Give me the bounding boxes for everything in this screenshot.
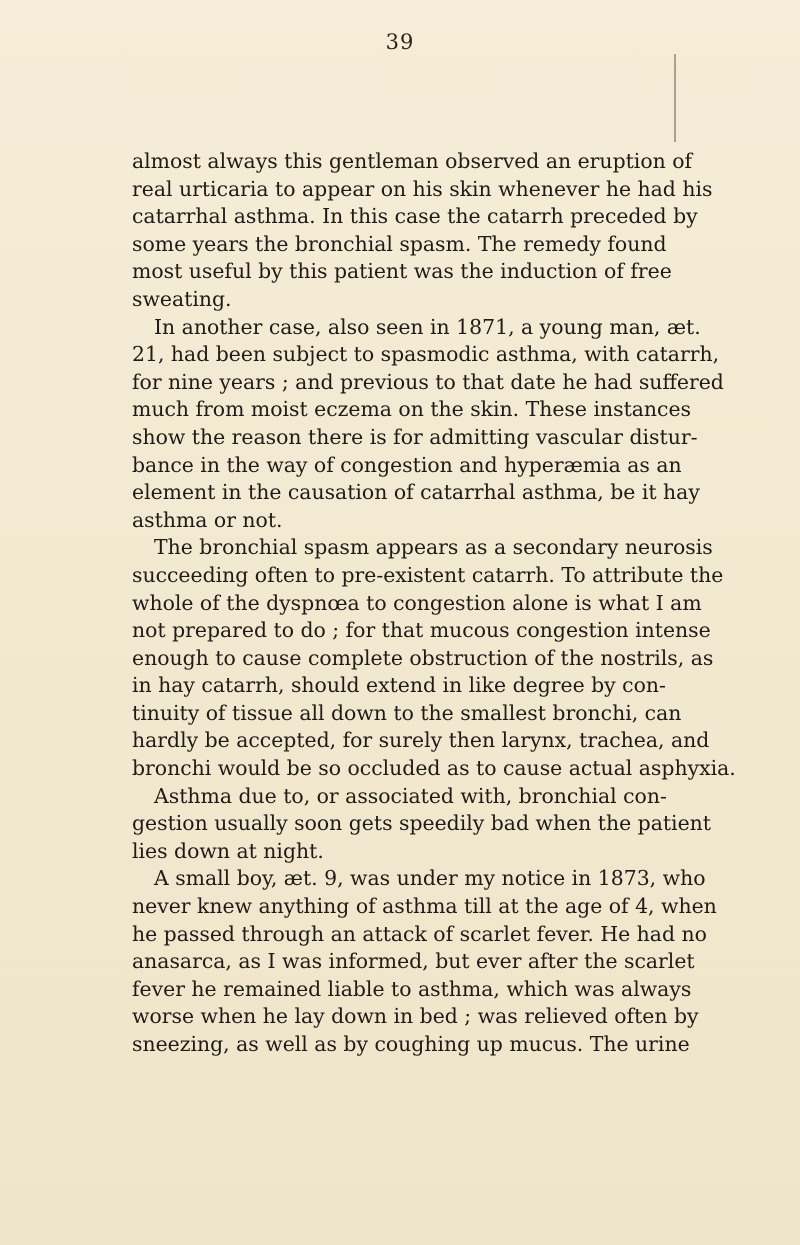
text-line: not prepared to do ; for that mucous congestion intense	[132, 618, 711, 643]
text-line: enough to cause complete obstruction of the nostrils, as	[132, 645, 714, 670]
text-line: gestion usually soon gets speedily bad when the patient	[132, 811, 711, 836]
text-line: tinuity of tissue all down to the smallest bronchi, can	[132, 700, 682, 725]
text-line: asthma or not.	[132, 507, 283, 532]
page-edge-mark	[674, 54, 676, 142]
text-line: succeeding often to pre-existent catarrh. To attribute the	[132, 562, 724, 587]
text-line: sweating.	[132, 286, 232, 311]
text-line: Asthma due to, or associated with, bronchial con-	[154, 783, 667, 808]
text-line: for nine years ; and previous to that date he had suffered	[132, 369, 724, 394]
text-line: much from moist eczema on the skin. These instances	[132, 397, 692, 422]
text-line: element in the causation of catarrhal asthma, be it hay	[132, 480, 700, 505]
text-line: whole of the dyspnœa to congestion alone is what I am	[132, 590, 702, 615]
text-line: real urticaria to appear on his skin whenever he had his	[132, 176, 713, 201]
text-line: fever he remained liable to asthma, which was always	[132, 976, 692, 1001]
text-line: almost always this gentleman observed an eruption of	[132, 149, 693, 173]
text-line: The bronchial spasm appears as a secondary neurosis	[154, 535, 713, 560]
page-number: 39	[385, 30, 415, 54]
text-line: A small boy, æt. 9, was under my notice in 1873, who	[154, 866, 706, 891]
text-line: lies down at night.	[132, 838, 324, 863]
text-line: In another case, also seen in 1871, a young man, æt.	[154, 314, 701, 339]
body-text	[132, 148, 736, 1059]
text-line: hardly be accepted, for surely then larynx, trachea, and	[132, 728, 710, 753]
text-line: most useful by this patient was the induction of free	[132, 259, 672, 284]
text-line: 21, had been subject to spasmodic asthma, with catarrh,	[132, 342, 720, 367]
text-line: sneezing, as well as by coughing up mucus. The urine	[132, 1032, 690, 1056]
text-line: bance in the way of congestion and hyperæmia as an	[132, 452, 682, 477]
text-line: catarrhal asthma. In this case the catarrh preceded by	[132, 204, 698, 229]
text-line: worse when he lay down in bed ; was relieved often by	[132, 1004, 699, 1029]
text-line: bronchi would be so occluded as to cause actual asphyxia.	[132, 756, 736, 781]
text-line: some years the bronchial spasm. The remedy found	[132, 231, 667, 256]
text-line: never knew anything of asthma till at the age of 4, when	[132, 894, 717, 919]
text-line: in hay catarrh, should extend in like degree by con-	[132, 673, 666, 698]
text-line: show the reason there is for admitting vascular distur-	[132, 424, 698, 449]
text-line: anasarca, as I was informed, but ever after the scarlet	[132, 949, 695, 974]
text-line: he passed through an attack of scarlet fever. He had no	[132, 921, 707, 946]
